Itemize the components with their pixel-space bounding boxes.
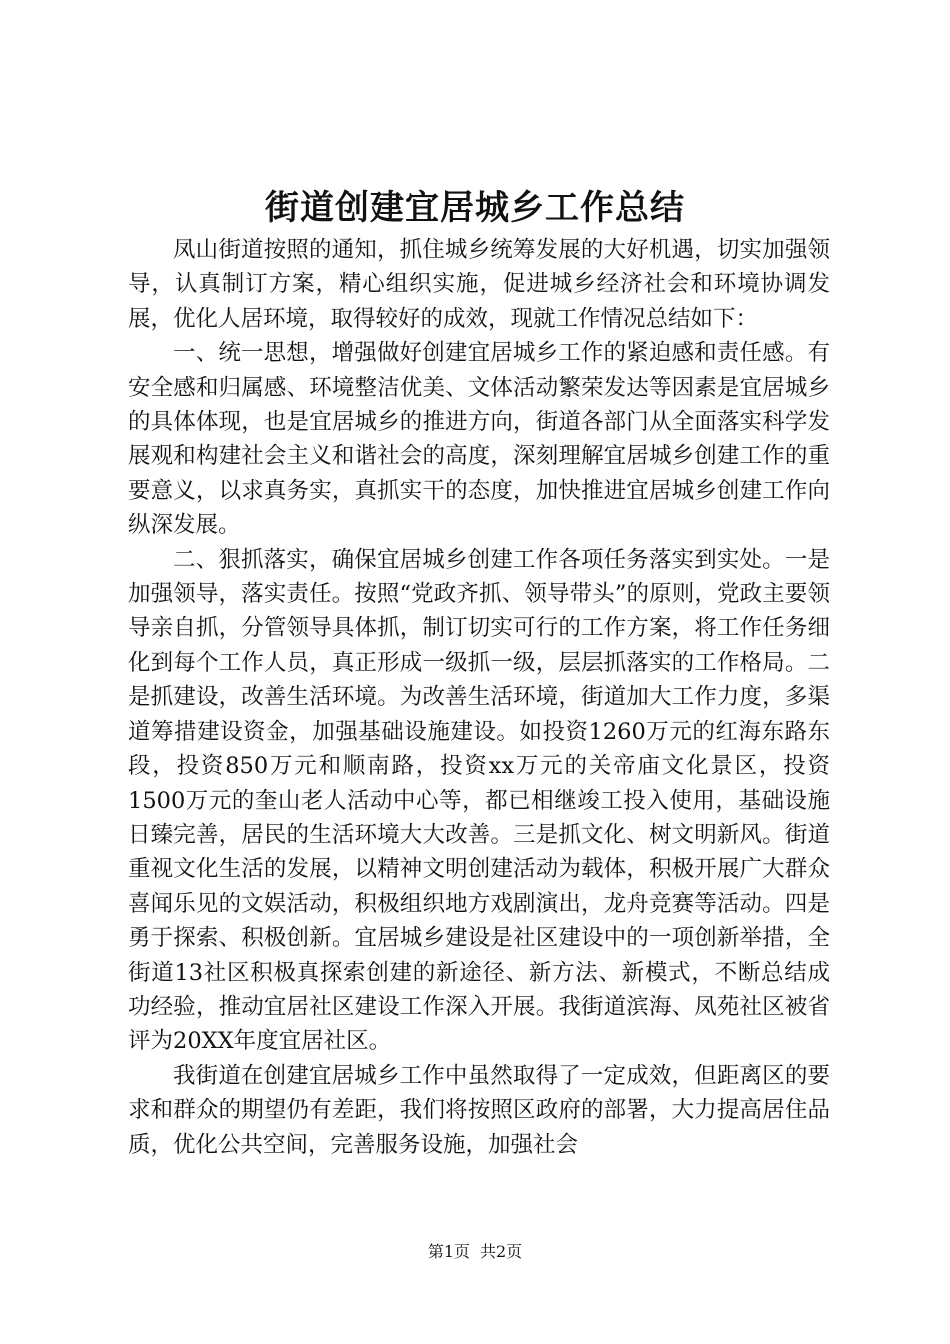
page-total: 共2页 <box>480 1242 523 1261</box>
page-number: 第1页 <box>427 1242 470 1261</box>
paragraph-intro: 凤山街道按照的通知，抓住城乡统筹发展的大好机遇，切实加强领导，认真制订方案，精心组织实施，促进城乡经济社会和环境协调发展，优化人居环境，取得较好的成效，现就工作情况总结如下： <box>128 237 830 332</box>
page-footer <box>0 1240 950 1264</box>
paragraph-conclusion: 我街道在创建宜居城乡工作中虽然取得了一定成效，但距离区的要求和群众的期望仍有差距，我们将按照区政府的部署，大力提高居住品质，优化公共空间，完善服务设施，加强社会 <box>128 1062 830 1158</box>
paragraph-section-1: 一、统一思想，增强做好创建宜居城乡工作的紧迫感和责任感。有安全感和归属感、环境整洁优美、文体活动繁荣发达等因素是宜居城乡的具体体现，也是宜居城乡的推进方向，街道各部门从全面落实科学发展观和构建社会主义和谐社会的高度，深刻理解宜居城乡创建工作的重要意义，以求真务实，真抓实干的态度，加快推进宜居城乡创建工作向纵深发展。 <box>128 340 830 539</box>
document-title: 街道创建宜居城乡工作总结 <box>265 188 685 228</box>
paragraph-section-2: 二、狠抓落实，确保宜居城乡创建工作各项任务落实到实处。一是加强领导，落实责任。按照“党政齐抓、领导带头”的原则，党政主要领导亲自抓，分管领导具体抓，制订切实可行的工作方案，将工作任务细化到每个工作人员，真正形成一级抓一级，层层抓落实的工作格局。二是抓建设，改善生活环境。为改善生活环境，街道加大工作力度，多渠道筹措建设资金，加强基础设施建设。如投资1260万元的红海东路东段，投资850万元和顺南路，投资xx万元的关帝庙文化景区，投资1500万元的奎山老人活动中心等，都已相继竣工投入使用，基础设施日臻完善，居民的生活环境大大改善。三是抓文化、树文明新风。街道重视文化生活的发展，以精神文明创建活动为载体，积极开展广大群众喜闻乐见的文娱活动，积极组织地方戏剧演出，龙舟竞赛等活动。四是勇于探索、积极创新。宜居城乡建设是社区建设中的一项创新举措，全街道13社区积极真探索创建的新途径、新方法、新模式，不断总结成功经验，推动宜居社区建设工作深入开展。我街道滨海、凤苑社区被省评为20XX年度宜居社区。 <box>128 546 830 1055</box>
document-body <box>128 233 830 1162</box>
